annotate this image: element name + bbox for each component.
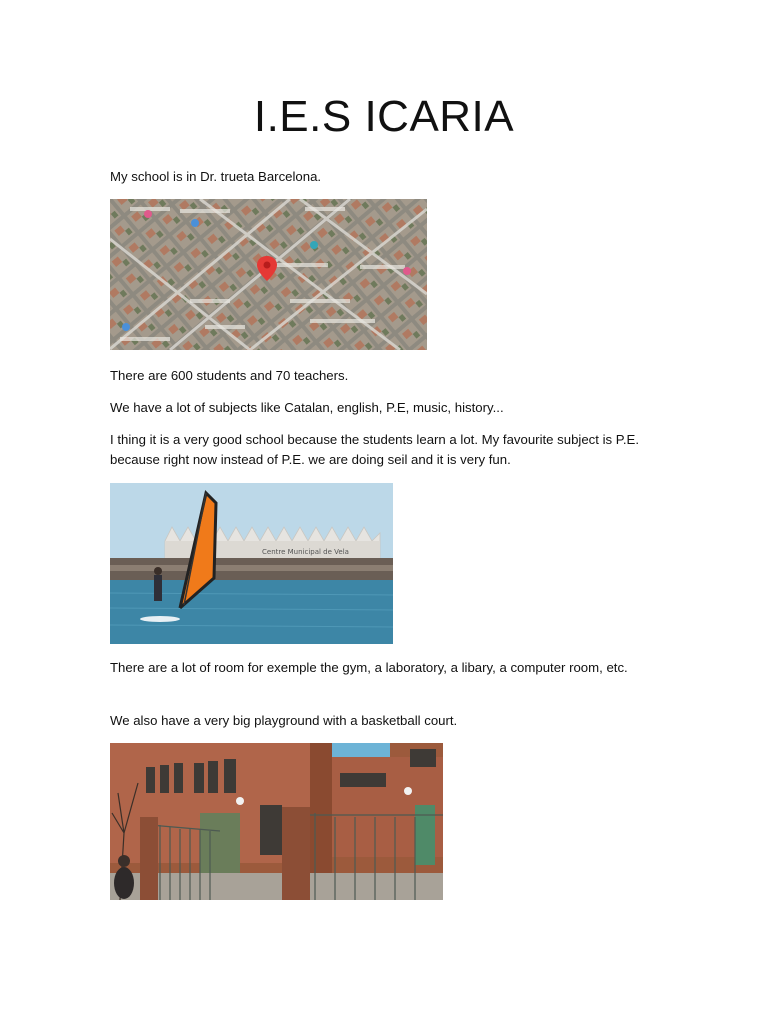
- windsurf-image: [110, 483, 393, 644]
- page-title: I.E.S ICARIA: [253, 92, 515, 141]
- students-paragraph: There are 600 students and 70 teachers.: [110, 368, 349, 383]
- map-image: [110, 199, 427, 350]
- school-building-image: [110, 743, 443, 900]
- playground-paragraph: We also have a very big playground with a basketball court.: [110, 713, 458, 728]
- opinion-paragraph: I thing it is a very good school because the students learn a lot. My favourite subject is P.E. because right now instead of P.E. we are doing seil and it is very fun.: [110, 432, 640, 467]
- subjects-paragraph: We have a lot of subjects like Catalan, english, P.E, music, history...: [110, 400, 504, 415]
- location-paragraph: My school is in Dr. trueta Barcelona.: [110, 169, 322, 184]
- rooms-paragraph: There are a lot of room for exemple the gym, a laboratory, a libary, a computer room, etc.: [110, 660, 628, 675]
- building-sign: Centre Municipal de Vela: [262, 548, 349, 556]
